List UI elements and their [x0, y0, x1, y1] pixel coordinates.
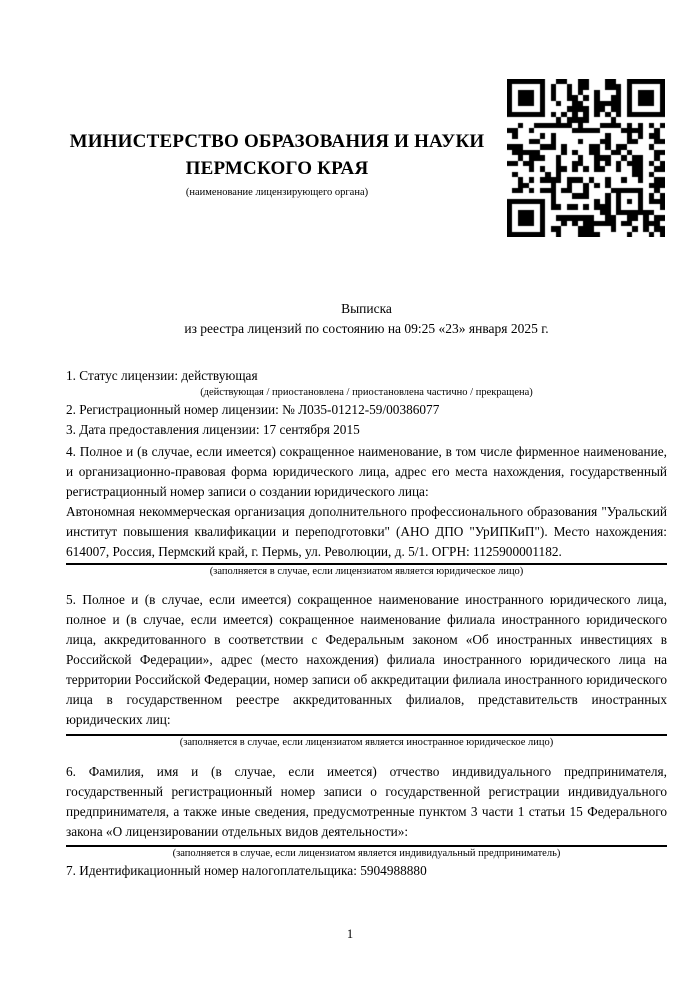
license-grant-date-field: 3. Дата предоставления лицензии: 17 сентября 2015 — [66, 422, 360, 437]
individual-entrepreneur-prompt: 6. Фамилия, имя и (в случае, если имеется) отчество индивидуального предпринимателя, государственный регистрационный номер записи о государственной регистрации индивидуального предпринимателя, а также иные сведения, предусмотренные пунктом 3 части 1 статьи 15 Федерального закона «О лицензировании отдельных видов деятельности»: — [66, 764, 667, 839]
taxpayer-id-field: 7. Идентификационный номер налогоплательщика: 5904988880 — [66, 863, 427, 878]
licensing-authority-name — [63, 128, 491, 182]
qr-code-icon — [507, 79, 665, 237]
registration-number-field: 2. Регистрационный номер лицензии: № Л035-01212-59/00386077 — [66, 402, 440, 417]
title-line1: Выписка — [341, 301, 392, 316]
license-status-field: 1. Статус лицензии: действующая — [66, 368, 258, 383]
individual-entrepreneur-caption: (заполняется в случае, если лицензиатом является индивидуальный предприниматель) — [172, 848, 561, 859]
legal-entity-value: Автономная некоммерческая организация дополнительного профессионального образования "Уральский институт повышения квалификации и переподготовки" (АНО ДПО "УрИПКиП"). Место нахождения: 614007, Россия, Пермский край, г. Пермь, ул. Революции, д. 5/1. ОГРН: 1125900001182. — [66, 504, 667, 559]
foreign-entity-prompt: 5. Полное и (в случае, если имеется) сокращенное наименование иностранного юридического лица, полное и (в случае, если имеется) сокращенное наименование филиала иностранного юридического лица, аккредитованного в соответствии с Федеральным законом «Об иностранных инвестициях в Российской Федерации», адрес (место нахождения) филиала иностранного юридического лица на территории Российской Федерации, номер записи об аккредитации филиала иностранного юридического лица в государственном реестре аккредитованных филиалов, представительств иностранных юридических лиц: — [66, 592, 667, 727]
legal-entity-prompt: 4. Полное и (в случае, если имеется) сокращенное наименование, в том числе фирменное наименование, и организационно-правовая форма юридического лица, адрес его места нахождения, государственный регистрационный номер записи о создании юридического лица: — [66, 444, 667, 499]
foreign-entity-caption: (заполняется в случае, если лицензиатом является иностранное юридическое лицо) — [179, 737, 554, 748]
foreign-entity-section — [66, 590, 667, 730]
legal-entity-caption: (заполняется в случае, если лицензиатом является юридическое лицо) — [209, 566, 524, 577]
authority-name-line1: МИНИСТЕРСТВО ОБРАЗОВАНИЯ И НАУКИ — [69, 131, 485, 152]
authority-name-caption: (наименование лицензирующего органа) — [185, 187, 369, 198]
authority-name-line2: ПЕРМСКОГО КРАЯ — [185, 158, 369, 179]
document-header — [63, 128, 491, 199]
document-body — [66, 366, 667, 881]
document-title — [66, 299, 667, 339]
license-status-caption: (действующая / приостановлена / приостановлена частично / прекращена) — [200, 387, 533, 398]
legal-entity-section — [66, 442, 667, 562]
individual-entrepreneur-section — [66, 762, 667, 842]
page-number: 1 — [346, 927, 354, 941]
title-line2: из реестра лицензий по состоянию на 09:25 «23» января 2025 г. — [184, 321, 549, 336]
